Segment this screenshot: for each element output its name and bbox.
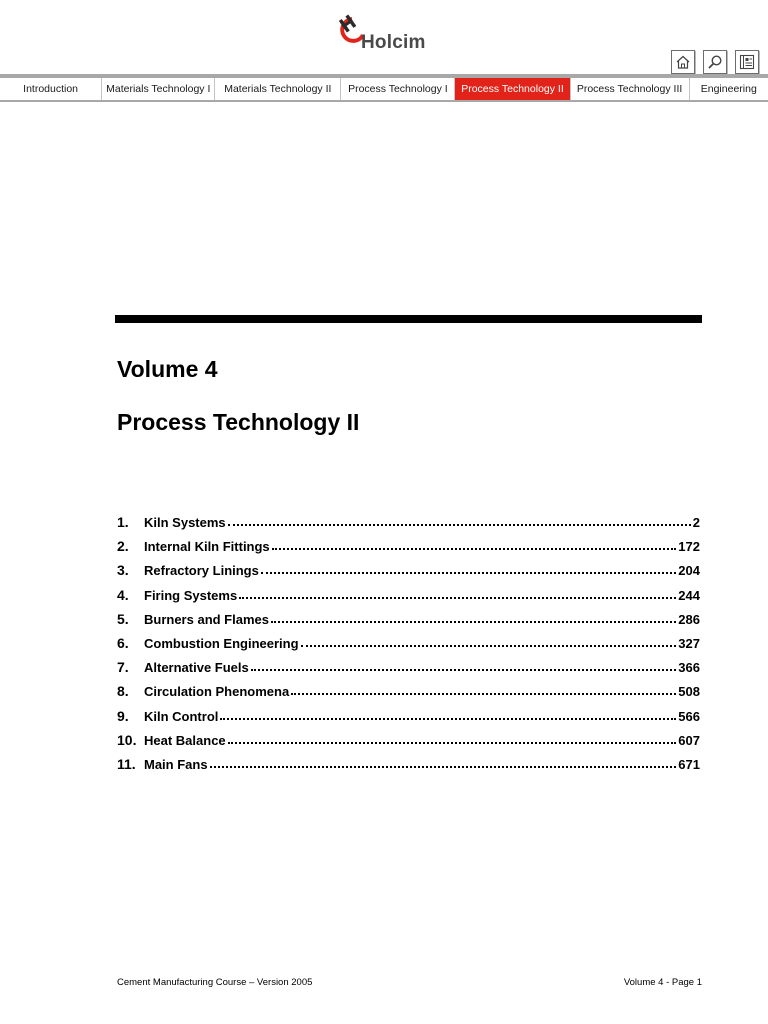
toc-number: 3. <box>117 562 129 579</box>
toc-page-number: 244 <box>678 587 700 603</box>
tab-materials-technology-i[interactable]: Materials Technology I <box>102 78 215 100</box>
tab-process-technology-ii[interactable]: Process Technology II <box>455 78 570 100</box>
toc-title: Alternative Fuels <box>144 660 249 676</box>
search-icon <box>707 54 723 70</box>
toc-number: 1. <box>117 514 129 530</box>
toc-title: Circulation Phenomena <box>144 684 290 700</box>
toc-title: Kiln Systems <box>144 515 226 530</box>
contents-icon <box>739 54 755 70</box>
tab-process-technology-iii[interactable]: Process Technology III <box>571 78 690 100</box>
top-toolbar <box>671 50 759 74</box>
toc-item[interactable] <box>117 635 700 659</box>
toc-number: 10. <box>117 731 137 748</box>
toc-number: 5. <box>117 610 129 627</box>
toc-page-number: 172 <box>678 539 700 555</box>
toc-leader <box>228 514 691 526</box>
toc-page-number: 286 <box>678 611 700 627</box>
home-button[interactable] <box>671 50 695 74</box>
toc-item[interactable] <box>117 514 700 538</box>
toc-title: Heat Balance <box>144 732 226 748</box>
toc-item[interactable] <box>117 659 700 683</box>
tab-process-technology-i[interactable]: Process Technology I <box>341 78 455 100</box>
toc-item[interactable] <box>117 756 700 780</box>
volume-title: Volume 4 <box>117 356 218 382</box>
toc-title: Firing Systems <box>144 587 238 603</box>
toc-page-number: 2 <box>692 515 700 530</box>
tab-engineering[interactable]: Engineering <box>700 83 757 95</box>
toc-page-number: 566 <box>678 708 700 724</box>
toc-leader <box>228 732 677 744</box>
contents-button[interactable] <box>735 50 759 74</box>
toc-leader <box>301 635 677 647</box>
toc-number: 7. <box>117 659 129 676</box>
home-icon <box>675 55 691 69</box>
toc-number: 4. <box>117 586 129 603</box>
toc-number: 9. <box>117 707 129 724</box>
toc-leader <box>271 611 676 623</box>
toc-leader <box>261 562 676 574</box>
toc-title: Burners and Flames <box>144 611 269 627</box>
toc-leader <box>220 708 676 720</box>
toc-title: Main Fans <box>144 756 208 772</box>
toc-page-number: 204 <box>678 563 700 579</box>
toc-page-number: 508 <box>678 684 700 700</box>
toc-title: Kiln Control <box>144 708 219 724</box>
toc-number: 2. <box>117 538 129 555</box>
tab-materials-technology-ii[interactable]: Materials Technology II <box>215 78 341 100</box>
toc-item[interactable] <box>117 611 700 635</box>
footer-course: Cement Manufacturing Course – Version 2005 <box>117 977 313 988</box>
holcim-logo <box>338 13 438 53</box>
toc-page-number: 671 <box>678 756 700 772</box>
toc-page-number: 327 <box>678 635 700 651</box>
brand-name: Holcim <box>361 32 426 53</box>
toc-leader <box>291 683 676 695</box>
table-of-contents <box>117 514 700 780</box>
title-rule <box>115 315 702 323</box>
toc-item[interactable] <box>117 708 700 732</box>
toc-item[interactable] <box>117 587 700 611</box>
footer-page: Volume 4 - Page 1 <box>623 977 702 988</box>
toc-item[interactable] <box>117 732 700 756</box>
toc-item[interactable] <box>117 683 700 707</box>
toc-item[interactable] <box>117 562 700 586</box>
toc-item[interactable] <box>117 538 700 562</box>
toc-page-number: 366 <box>678 660 700 676</box>
toc-leader <box>272 538 677 550</box>
toc-number: 11. <box>117 755 136 772</box>
toc-number: 8. <box>117 683 129 700</box>
tab-introduction[interactable]: Introduction <box>0 78 102 100</box>
toc-number: 6. <box>117 634 129 651</box>
volume-tabs <box>0 78 768 102</box>
search-button[interactable] <box>703 50 727 74</box>
toc-title: Internal Kiln Fittings <box>144 539 270 555</box>
toc-page-number: 607 <box>678 732 700 748</box>
toc-title: Combustion Engineering <box>144 635 299 651</box>
toc-leader <box>239 587 676 599</box>
volume-subtitle: Process Technology II <box>117 409 360 435</box>
toc-leader <box>210 756 677 768</box>
toc-title: Refractory Linings <box>144 563 259 579</box>
toc-leader <box>251 659 677 671</box>
